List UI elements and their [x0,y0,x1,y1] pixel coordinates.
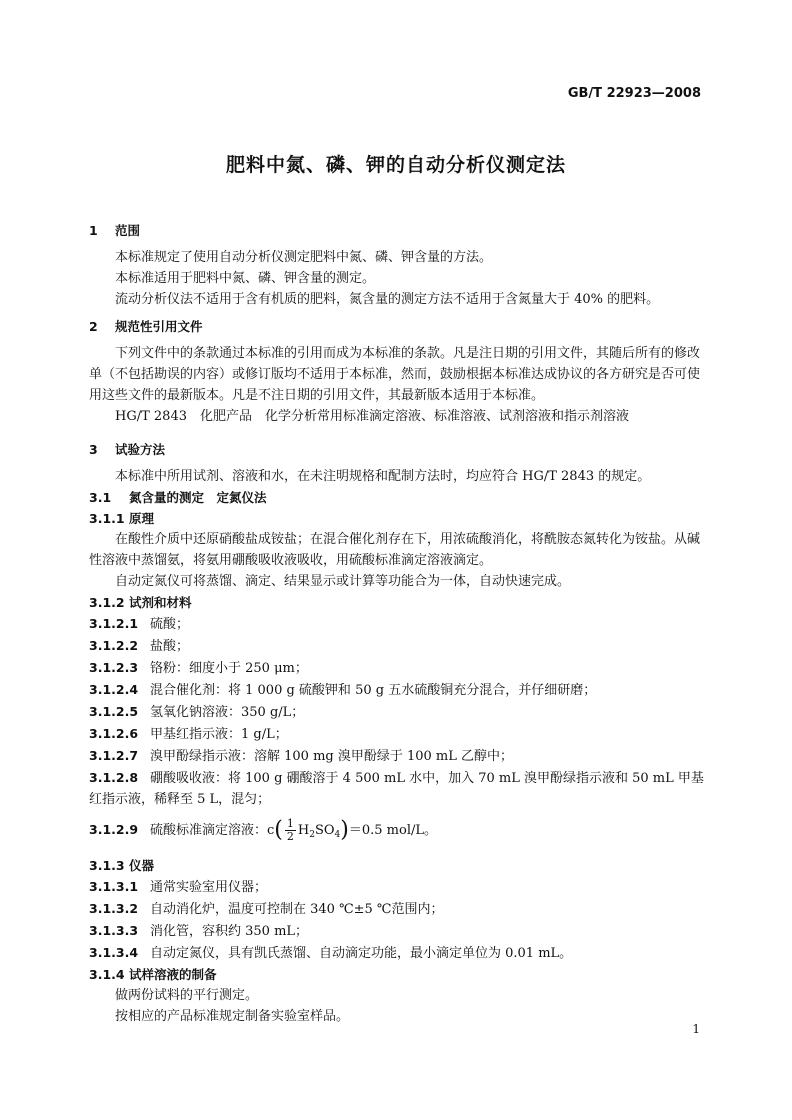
paragraph: 本标准适用于肥料中氮、磷、钾含量的测定。 [115,271,376,286]
paragraph: 下列文件中的条款通过本标准的引用而成为本标准的条款。凡是注日期的引用文件，其随后所有的修改单（不包括勘误的内容）或修订版均不适用于本标准，然而，鼓励根据本标准达成协议的各方研究是否可使用这些文件的最新版本。凡是不注日期的引用文件，其最新版本适用于本标准。 [89,346,701,403]
section-title: 试剂和材料 [129,595,192,610]
item-label: 硫酸标准滴定溶液：c [150,823,275,838]
item-text: 自动定氮仪，具有凯氏蒸馏、自动滴定功能，最小滴定单位为 0.01 mL。 [150,946,573,961]
subsection-3-1-heading [89,487,704,508]
item-number: 3.1.3.1 [89,879,139,894]
list-item [89,942,704,964]
list-item [89,679,704,701]
list-item [89,613,704,635]
page-number: 1 [692,1022,700,1036]
list-item [89,701,704,723]
subsection-3-1-3-heading [89,855,704,876]
paragraph: 流动分析仪法不适用于含有机质的肥料，氮含量的测定方法不适用于含氮量大于 40% 的肥料。 [115,292,660,307]
item-text: 硼酸吸收液：将 100 g 硼酸溶于 4 500 mL 水中，加入 70 mL 溴甲酚绿指示液和 50 mL 甲基红指示液，稀释至 5 L，混匀； [89,771,704,807]
item-number: 3.1.2.2 [89,638,139,653]
list-item [89,814,704,851]
item-text: 铬粉：细度小于 250 μm； [150,661,308,676]
paragraph: 自动定氮仪可将蒸馏、滴定、结果显示或计算等功能合为一体，自动快速完成。 [115,574,571,589]
list-item [89,767,704,810]
list-item [89,920,704,942]
item-number: 3.1.3.4 [89,945,139,960]
section-1-heading [89,220,704,241]
item-number: 3.1.2.5 [89,704,139,719]
paragraph: 本标准规定了使用自动分析仪测定肥料中氮、磷、钾含量的方法。 [115,250,493,265]
item-number: 3.1.3.2 [89,901,139,916]
left-paren: ( [274,817,283,843]
paragraph: 在酸性介质中还原硝酸盐成铵盐；在混合催化剂存在下，用浓硫酸消化，将酰胺态氮转化为铵盐。从碱性溶液中蒸馏氨，将氨用硼酸吸收液吸收，用硫酸标准滴定溶液滴定。 [89,532,701,568]
section-title: 仪器 [129,858,155,873]
paragraph: 做两份试料的平行测定。 [115,988,259,1003]
item-number: 3.1.2.3 [89,660,139,675]
subsection-3-1-1-heading [89,508,704,529]
item-text: 甲基红指示液：1 g/L； [150,727,288,742]
paragraph: 按相应的产品标准规定制备实验室样品。 [115,1009,350,1024]
section-2-heading [89,316,704,337]
section-title: 试样溶液的制备 [129,967,217,982]
section-number: 3 [89,442,98,457]
item-text: 硫酸； [150,617,190,632]
list-item [89,745,704,767]
list-item [89,876,704,898]
section-title: 规范性引用文件 [115,319,203,334]
fraction-numerator: 1 [286,817,294,830]
chem-formula: $H_2SO_4$ [297,823,341,840]
item-text: 消化管，容积约 350 mL； [150,924,309,939]
section-title: 氮含量的测定 定氮仪法 [129,490,267,505]
item-number: 3.1.2.4 [89,682,139,697]
document-body [89,214,704,1027]
item-number: 3.1.2.8 [89,770,139,785]
item-text: 通常实验室用仪器； [150,880,268,895]
paragraph: 本标准中所用试剂、溶液和水，在未注明规格和配制方法时，均应符合 HG/T 2843 的规定。 [115,469,651,484]
reagent-list [89,613,704,810]
item-number: 3.1.2.6 [89,726,139,741]
section-number: 3.1.1 [89,511,125,526]
standard-code: GB/T 22923—2008 [567,86,701,101]
item-number: 3.1.2.7 [89,748,139,763]
list-item [89,898,704,920]
fraction-denominator: 2 [286,830,294,843]
item-text: 溴甲酚绿指示液：溶解 100 mg 溴甲酚绿于 100 mL 乙醇中； [150,749,514,764]
section-3-heading [89,439,704,460]
section-title: 原理 [129,511,155,526]
section-number: 3.1.3 [89,858,125,873]
section-title: 范围 [115,223,141,238]
fraction [285,818,296,843]
section-number: 3.1.4 [89,967,125,982]
subsection-3-1-4-heading [89,964,704,985]
section-title: 试验方法 [115,442,166,457]
item-text: 自动消化炉，温度可控制在 340 ℃±5 ℃范围内； [150,902,444,917]
document-title: 肥料中氮、磷、钾的自动分析仪测定法 [225,154,566,176]
item-number: 3.1.2.9 [89,822,139,837]
item-text: 氢氧化钠溶液：350 g/L； [150,705,305,720]
item-text: 盐酸； [150,639,190,654]
instrument-list [89,876,704,964]
section-number: 3.1 [89,490,112,505]
section-number: 3.1.2 [89,595,125,610]
list-item [89,723,704,745]
section-number: 1 [89,223,98,238]
item-text: 混合催化剂：将 1 000 g 硫酸钾和 50 g 五水硫酸铜充分混合，并仔细研磨； [150,683,597,698]
reference-item: HG/T 2843 化肥产品 化学分析常用标准滴定溶液、标准溶液、试剂溶液和指示剂溶液 [115,409,629,424]
list-item [89,635,704,657]
item-number: 3.1.2.1 [89,616,139,631]
right-paren: ) [340,817,349,843]
item-number: 3.1.3.3 [89,923,139,938]
item-value: ＝0.5 mol/L。 [348,823,437,838]
subsection-3-1-2-heading [89,592,704,613]
list-item [89,657,704,679]
section-number: 2 [89,319,98,334]
